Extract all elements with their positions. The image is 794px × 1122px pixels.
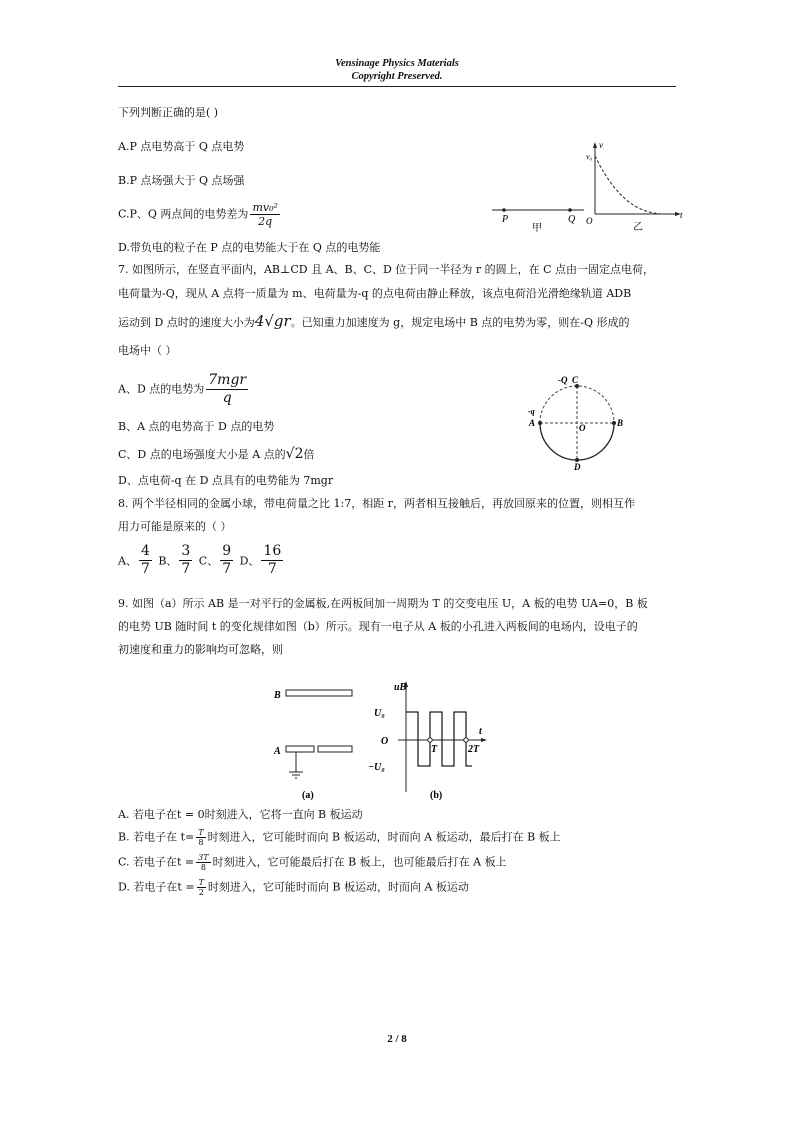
q9-option-d-fraction [197, 878, 206, 897]
t-axis-arrow [481, 738, 487, 742]
fraction-numerator: T [198, 828, 204, 837]
point-q-dot [568, 208, 572, 212]
q9-option-b-tail: 时刻进入，它可能时而向 B 板运动，时而向 A 板运动，最后打在 B 板上 [207, 830, 561, 844]
q7-option-a [118, 372, 250, 407]
q9-figure-a [272, 682, 372, 802]
label-fig-a: (a) [302, 790, 314, 801]
point-b-dot [612, 421, 616, 425]
label-jia: 甲 [532, 223, 542, 234]
fraction-numerator: T [198, 878, 204, 887]
label-q: Q [568, 214, 576, 225]
label-neg-u0: −U₀ [368, 762, 385, 773]
origin-label: O [381, 736, 389, 747]
q9-option-c-tail: 时刻进入，它可能最后打在 B 板上，也可能最后打在 A 板上 [212, 855, 507, 869]
q8-options [118, 543, 285, 578]
label-v0: v₀ [586, 152, 593, 161]
header-title: Vensinage Physics Materials [335, 58, 459, 69]
label-u0: U₀ [374, 708, 385, 719]
q6-stem: 下列判断正确的是( ) [118, 106, 219, 119]
header-rule [118, 86, 676, 87]
q9-option-c-text: C. 若电子在t = [118, 855, 195, 869]
q7-line-3-tail: 。已知重力加速度为 g，规定电场中 B 点的电势为零，则在-Q 形成的 [290, 316, 630, 329]
q9-line-2: 的电势 UB 随时间 t 的变化规律如图（b）所示。现有一电子从 A 板的小孔进入两板间的电场内，设电子的 [118, 620, 638, 633]
axis-label-ub: uB [394, 682, 407, 693]
q7-option-c-text: C、D 点的电场强度大小是 A 点的 [118, 448, 286, 461]
q6-option-d: D.带负电的粒子在 P 点的电势能大于在 Q 点的电势能 [118, 241, 381, 254]
q8-option-c-fraction [220, 543, 233, 578]
velocity-curve [595, 156, 661, 214]
label-neg-q-big: -Q [558, 375, 568, 385]
q8-option-a-label: A、 [118, 554, 137, 568]
q6-option-b: B.P 点场强大于 Q 点场强 [118, 174, 245, 187]
fraction-denominator: 2q [258, 215, 273, 228]
label-2t: 2T [468, 744, 480, 755]
fraction-denominator: 7 [222, 561, 232, 577]
fraction-denominator: 8 [198, 838, 204, 847]
q7-circle-figure [520, 372, 640, 472]
q8-option-a-fraction [139, 543, 152, 578]
q6-option-c-fraction [250, 201, 279, 228]
fraction-numerator: 3 [181, 543, 191, 559]
fraction-numerator: mv₀² [252, 201, 278, 214]
q9-line-1: 9. 如图（a）所示 AB 是一对平行的金属板,在两板间加一周期为 T 的交变电压 U，A 板的电势 UA=0，B 板 [118, 597, 648, 610]
q6-figure-jia [488, 198, 588, 234]
q8-line-1: 8. 两个半径相同的金属小球，带电荷量之比 1:7，相距 r，两者相互接触后，再放回原来的位置，则相互作 [118, 497, 635, 510]
fraction-numerator: 16 [263, 543, 282, 559]
q9-option-d-tail: 时刻进入，它可能时而向 B 板运动，时而向 A 板运动 [207, 880, 469, 894]
point-p-dot [502, 208, 506, 212]
label-d: D [574, 462, 581, 472]
q7-option-a-text: A、D 点的电势为 [118, 382, 205, 396]
q7-line-1: 7. 如图所示，在竖直平面内，AB⊥CD 且 A、B、C、D 位于同一半径为 r 的圆上，在 C 点由一固定点电荷， [118, 263, 655, 276]
q7-option-b: B、A 点的电势高于 D 点的电势 [118, 420, 275, 433]
plate-a-right [318, 746, 352, 752]
q9-option-c [118, 853, 507, 872]
q8-option-d-label: D、 [239, 554, 260, 568]
fraction-denominator: 7 [181, 561, 191, 577]
label-p: P [502, 214, 509, 225]
q6-option-c-text: C.P、Q 两点间的电势差为 [118, 207, 249, 221]
q9-option-b-text: B. 若电子在 t= [118, 830, 195, 844]
q7-line-4: 电场中（ ） [118, 344, 177, 357]
fraction-numerator: 7mgr [208, 372, 247, 388]
q7-option-c [118, 447, 315, 462]
plate-a-left [286, 746, 314, 752]
q7-line-3 [118, 314, 630, 330]
label-yi: 乙 [633, 222, 643, 233]
q8-option-c-label: C、 [198, 554, 219, 568]
q7-option-c-root: √2 [285, 446, 304, 462]
fraction-numerator: 9 [222, 543, 232, 559]
axis-label-t: t [479, 726, 482, 737]
voltage-square-wave [406, 712, 472, 766]
q8-option-b-label: B、 [158, 554, 178, 568]
axis-label-v: v [599, 140, 603, 150]
q6-option-a: A.P 点电势高于 Q 点电势 [118, 140, 245, 153]
label-t-period: T [431, 744, 438, 755]
q8-option-b-fraction [179, 543, 192, 578]
label-a: A [529, 418, 536, 428]
q7-option-c-tail: 倍 [303, 448, 315, 461]
q9-option-a: A. 若电子在t = 0时刻进入，它将一直向 B 板运动 [118, 808, 363, 821]
q7-line-3-text: 运动到 D 点时的速度大小为 [118, 316, 255, 329]
header-copyright: Copyright Preserved. [351, 71, 443, 82]
fraction-denominator: 2 [198, 888, 204, 897]
q9-option-d-text: D. 若电子在t = [118, 880, 195, 894]
axis-label-t: t [680, 210, 683, 220]
v-axis-arrow [593, 142, 597, 148]
q6-figure-yi [583, 138, 687, 234]
plate-b [286, 690, 352, 696]
page-number: 2 / 8 [387, 1033, 407, 1045]
q7-line-2: 电荷量为-Q，现从 A 点将一质量为 m、电荷量为-q 的点电荷由静止释放，该点电荷沿光滑绝缘轨道 ADB [118, 287, 632, 300]
q9-figure-b [368, 676, 492, 802]
marker-t [428, 738, 432, 742]
q7-option-a-fraction [206, 372, 248, 407]
q7-velocity-value: 4√gr [254, 312, 291, 330]
origin-label: O [586, 216, 593, 226]
label-b: B [617, 418, 624, 428]
label-plate-a: A [274, 746, 281, 757]
q9-option-b-fraction [196, 828, 205, 847]
label-fig-b: (b) [430, 790, 443, 801]
q7-option-d: D、点电荷-q 在 D 点具有的电势能为 7mgr [118, 474, 334, 487]
fraction-denominator: 7 [140, 561, 150, 577]
fraction-denominator: 8 [200, 863, 206, 872]
q9-option-c-fraction [196, 853, 210, 872]
fraction-denominator: 7 [267, 561, 277, 577]
q9-line-3: 初速度和重力的影响均可忽略，则 [118, 643, 283, 656]
q9-option-d [118, 878, 469, 897]
q8-line-2: 用力可能是原来的（ ） [118, 520, 232, 533]
label-o: O [579, 423, 586, 433]
q8-option-d-fraction [261, 543, 283, 578]
marker-2t [464, 738, 468, 742]
q9-option-b [118, 828, 561, 847]
label-c: C [572, 375, 579, 385]
fraction-denominator: q [222, 390, 232, 406]
fraction-numerator: 3T [198, 853, 209, 862]
fraction-numerator: 4 [140, 543, 150, 559]
point-a-dot [538, 421, 542, 425]
q6-option-c [118, 201, 282, 228]
label-neg-q-small: -q [528, 407, 535, 416]
label-plate-b: B [274, 690, 281, 701]
